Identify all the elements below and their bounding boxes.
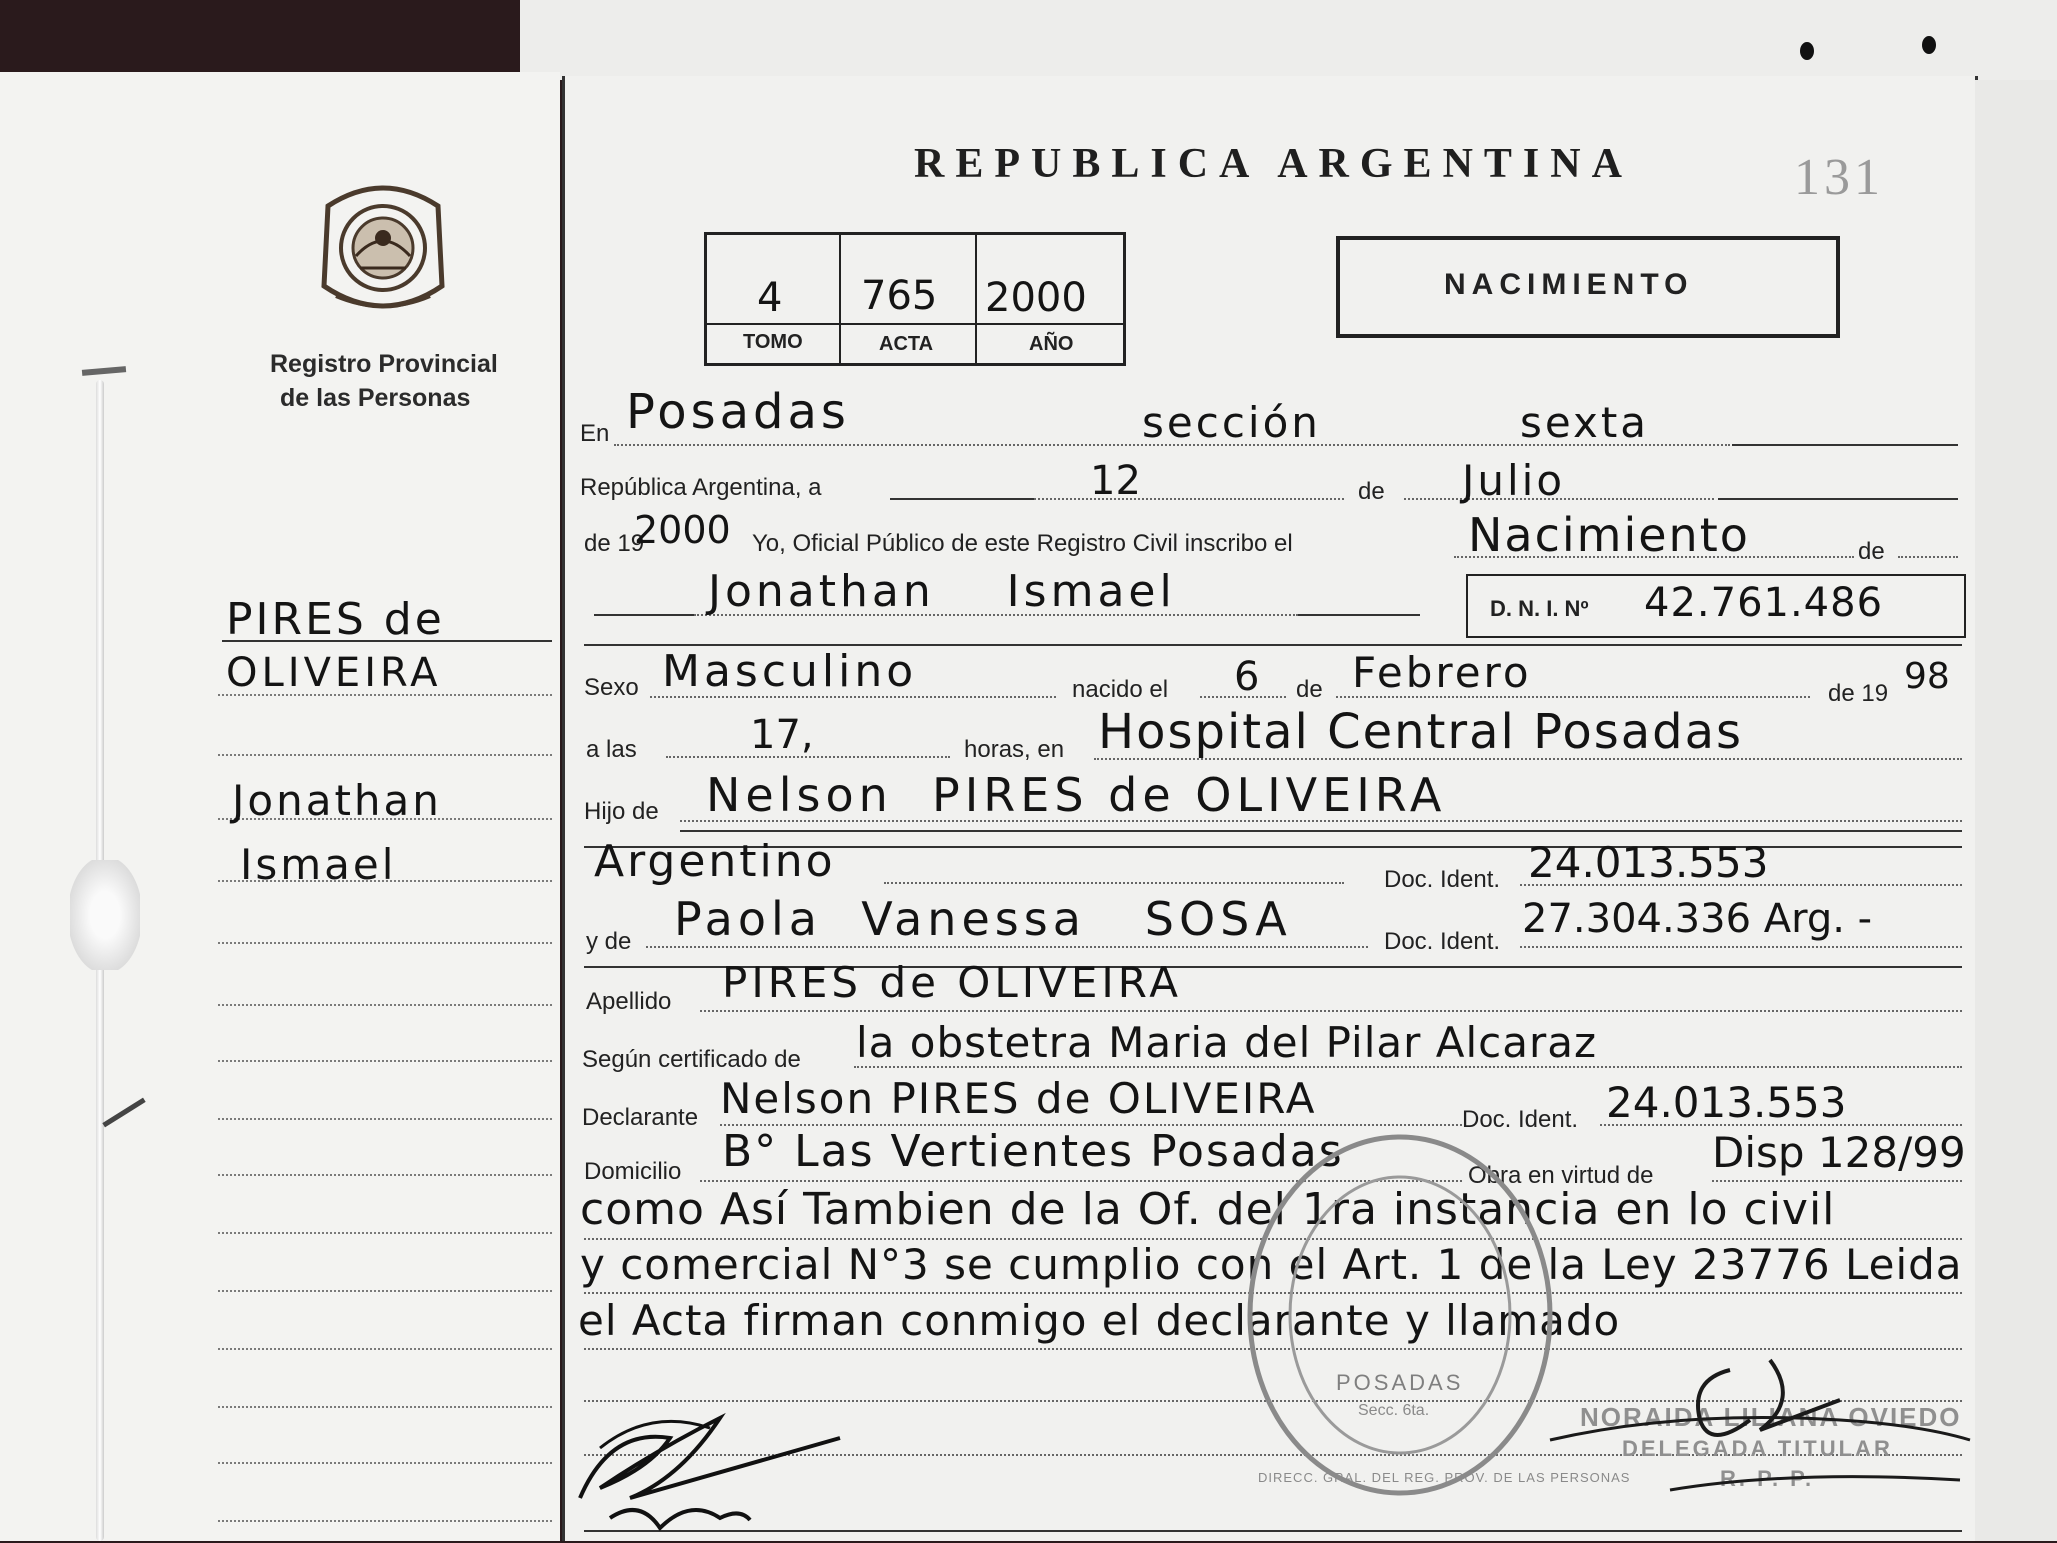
doc-ident-label-3: Doc. Ident. <box>1462 1106 1579 1133</box>
margin-rule <box>218 1004 552 1006</box>
margin-given-name-2: Ismael <box>240 840 397 889</box>
certificado-label: Según certificado de <box>582 1046 801 1073</box>
declarante-doc: 24.013.553 <box>1606 1078 1847 1127</box>
page-number: 131 <box>1794 149 1884 206</box>
acta-label: ACTA <box>879 333 934 355</box>
city-value: Posadas <box>626 384 850 440</box>
de-label: de <box>1358 478 1385 505</box>
margin-rule <box>218 1118 552 1120</box>
margin-rule <box>218 942 552 944</box>
year-value: 2000 <box>634 508 731 552</box>
row-line <box>1034 498 1344 500</box>
child-name: Jonathan Ismael <box>708 566 1176 617</box>
month-value: Julio <box>1462 456 1566 505</box>
doc-ident-label: Doc. Ident. <box>1384 866 1501 893</box>
margin-rule <box>218 1232 552 1234</box>
observations-line1: como Así Tambien de la Of. del 1ra instancia en lo civil <box>580 1184 1836 1235</box>
official-name: NORAIDA LILIANA OVIEDO <box>1580 1402 1962 1432</box>
tomo-label: TOMO <box>743 331 803 353</box>
margin-rule <box>218 1174 552 1176</box>
act-type: NACIMIENTO <box>1444 268 1694 301</box>
nacido-label: nacido el <box>1072 676 1169 703</box>
mother-name: Paola Vanessa SOSA <box>674 892 1292 946</box>
observations-line3: el Acta firman conmigo el declarante y llamado <box>578 1296 1621 1345</box>
apellido-label: Apellido <box>586 988 672 1015</box>
father-name: Nelson PIRES de OLIVEIRA <box>706 768 1447 822</box>
stamp-city: POSADAS <box>1336 1370 1464 1395</box>
sexo-value: Masculino <box>662 646 918 697</box>
father-doc: 24.013.553 <box>1528 838 1769 887</box>
oficial-text: Yo, Oficial Público de este Registro Civil inscribo el <box>752 530 1293 557</box>
margin-rule <box>218 1060 552 1062</box>
mother-doc: 27.304.336 Arg. - <box>1522 896 1873 942</box>
official-org: R. P. P. <box>1720 1466 1815 1491</box>
dni-label: D. N. I. Nº <box>1490 596 1589 621</box>
doc-ident-label-2: Doc. Ident. <box>1384 928 1501 955</box>
domicilio-value: B° Las Vertientes Posadas <box>722 1126 1344 1177</box>
margin-given-name-1: Jonathan <box>232 776 442 825</box>
registry-name-line1: Registro Provincial <box>270 350 498 378</box>
father-nationality: Argentino <box>594 836 836 887</box>
republica-label: República Argentina, a <box>580 474 822 501</box>
row-line <box>1718 498 1958 500</box>
observations-line2: y comercial N°3 se cumplio con el Art. 1 de la Ley 23776 Leida <box>580 1240 1963 1289</box>
obra-label: Obra en virtud de <box>1468 1162 1654 1189</box>
row-line <box>1898 556 1958 558</box>
country-title: REPUBLICA ARGENTINA <box>914 141 1633 187</box>
seccion-number: sexta <box>1520 398 1650 447</box>
row-line <box>700 1010 1962 1012</box>
birth-year: 98 <box>1904 656 1950 697</box>
tomo-value: 4 <box>757 275 783 321</box>
margin-rule <box>218 1462 552 1464</box>
margin-rule <box>218 1520 552 1522</box>
a-las-label: a las <box>586 736 637 763</box>
row-line <box>680 830 1962 832</box>
y-de-label: y de <box>586 928 632 955</box>
year-prefix-label-2: de 19 <box>1828 680 1889 707</box>
dark-corner <box>0 0 520 72</box>
margin-rule <box>218 1348 552 1350</box>
de-label-3: de <box>1296 676 1323 703</box>
apellido-value: PIRES de OLIVEIRA <box>722 958 1183 1007</box>
anio-label: AÑO <box>1029 333 1074 355</box>
row-line <box>1712 1180 1962 1182</box>
record-index-table <box>704 232 1126 366</box>
top-paper-strip <box>520 0 2057 80</box>
margin-rule <box>218 1290 552 1292</box>
sexo-label: Sexo <box>584 674 639 701</box>
binding-knot <box>70 860 140 970</box>
year-prefix-label: de 19 <box>584 530 645 557</box>
seccion-value: sección <box>1142 398 1321 447</box>
stamp-sub: Secc. 6ta. <box>1358 1402 1430 1419</box>
province-seal-logo <box>316 176 450 322</box>
margin-rule <box>218 754 552 756</box>
punch-hole <box>1922 36 1936 54</box>
de-label-2: de <box>1858 538 1885 565</box>
domicilio-label: Domicilio <box>584 1158 682 1185</box>
row-line <box>1520 946 1962 948</box>
page-edge <box>1975 80 2057 1541</box>
row-line <box>884 882 1344 884</box>
dni-box <box>1466 574 1966 638</box>
obra-value: Disp 128/99 <box>1712 1128 1966 1177</box>
row-line <box>594 614 694 616</box>
row-line <box>1732 444 1958 446</box>
dni-value: 42.761.486 <box>1644 580 1884 626</box>
birth-place: Hospital Central Posadas <box>1098 704 1744 760</box>
margin-rule <box>218 1406 552 1408</box>
official-role: DELEGADA TITULAR <box>1622 1436 1893 1461</box>
official-signature <box>1540 1340 1980 1500</box>
margin-surname-line1: PIRES de <box>226 594 445 645</box>
row-line <box>890 498 1034 500</box>
acta-value: 765 <box>861 273 938 319</box>
birth-day: 6 <box>1234 654 1260 700</box>
inscribo-value: Nacimiento <box>1468 508 1750 562</box>
en-label: En <box>580 420 610 447</box>
row-line <box>646 946 1368 948</box>
birth-month: Febrero <box>1352 648 1532 697</box>
declarante-label: Declarante <box>582 1104 699 1131</box>
birth-hour: 17, <box>750 712 814 758</box>
certificado-value: la obstetra Maria del Pilar Alcaraz <box>856 1018 1598 1067</box>
margin-surname-line2: OLIVEIRA <box>226 650 442 696</box>
hijo-label: Hijo de <box>584 798 659 825</box>
anio-value: 2000 <box>985 275 1087 321</box>
stamp-ring-text: DIRECC. GRAL. DEL REG. PROV. DE LAS PERSONAS <box>1258 1470 1631 1485</box>
act-type-box <box>1336 236 1840 338</box>
declarante-value: Nelson PIRES de OLIVEIRA <box>720 1074 1317 1123</box>
registry-name-line2: de las Personas <box>280 384 471 412</box>
punch-hole <box>1800 42 1814 60</box>
declarant-signature <box>570 1388 870 1538</box>
day-value: 12 <box>1090 458 1141 504</box>
horas-label: horas, en <box>964 736 1065 763</box>
row-line <box>1298 614 1420 616</box>
